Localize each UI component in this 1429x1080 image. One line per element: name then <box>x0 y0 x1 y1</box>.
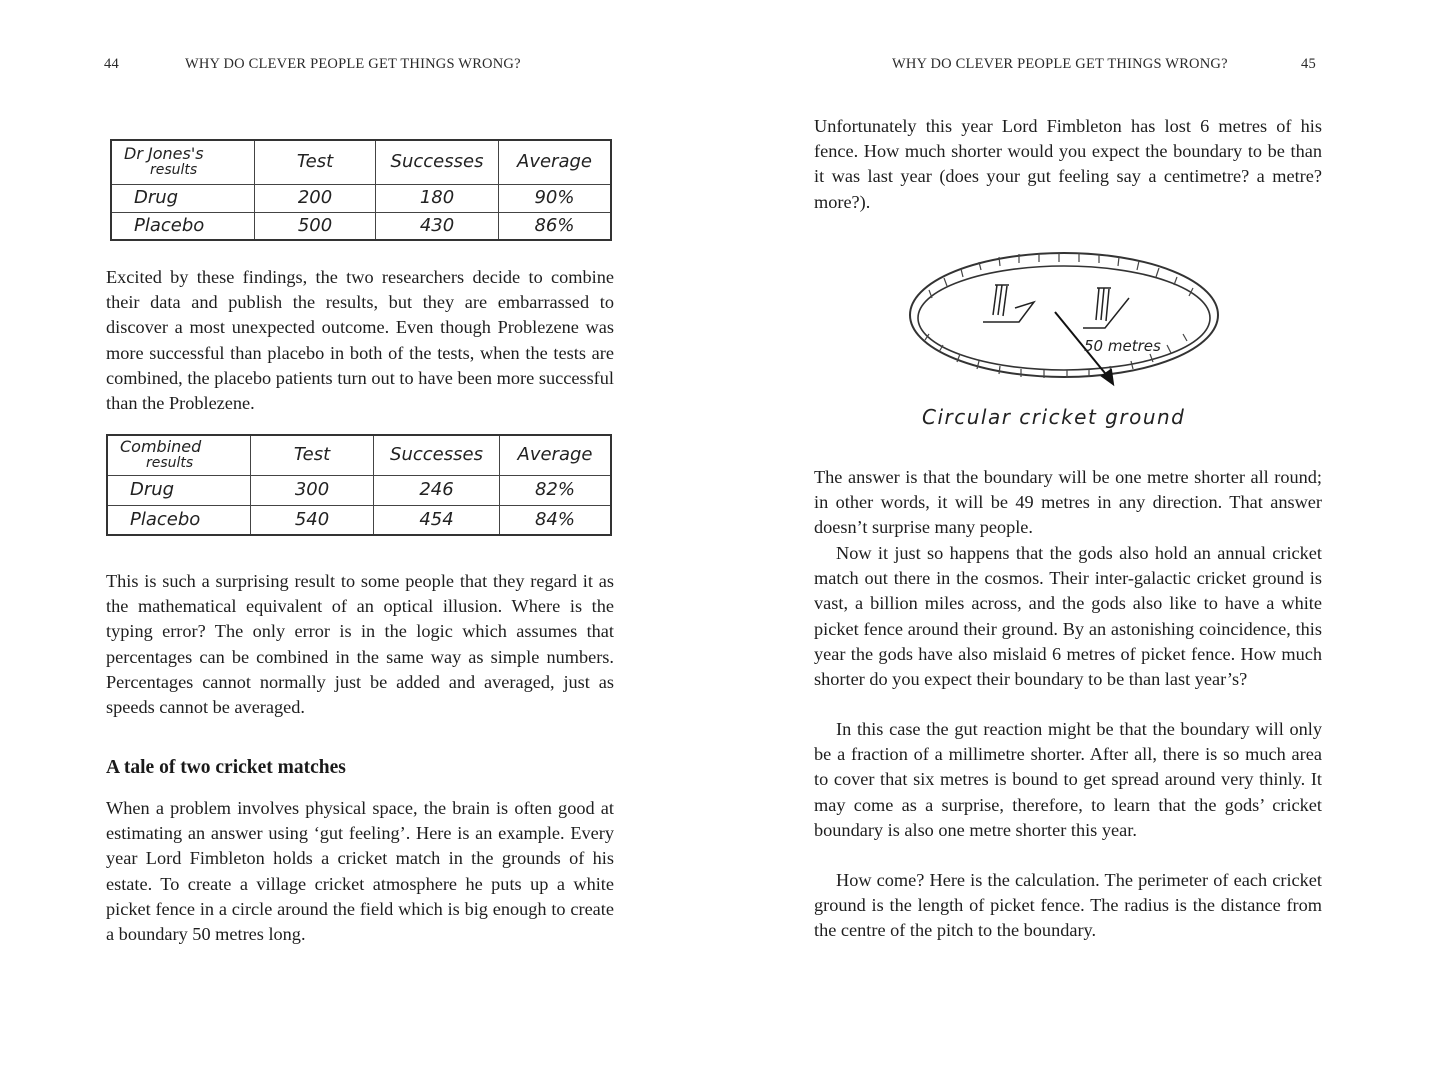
table-cell: 180 <box>376 184 499 212</box>
fence-inner-ring <box>918 266 1210 370</box>
row-label: Placebo <box>107 505 251 535</box>
stumps-right <box>1083 288 1129 328</box>
fence-outer-ring <box>910 253 1218 377</box>
page-number: 45 <box>1301 56 1316 72</box>
table-row <box>111 212 611 240</box>
left-page <box>0 0 714 1080</box>
row-label: Drug <box>111 184 255 212</box>
running-head: WHY DO CLEVER PEOPLE GET THINGS WRONG? <box>892 56 1228 72</box>
section-heading: A tale of two cricket matches <box>106 757 346 778</box>
body-paragraph: Excited by these findings, the two researchers decide to combine their data and publish the results, but they are embarrassed to discover a most unexpected outcome. Even though Problezene was more successful than placebo in both of the tests, when the tests are combined, the placebo patients turn out to have been more successful than the Problezene. <box>106 267 614 414</box>
body-paragraph: Now it just so happens that the gods also hold an annual cricket match out there in the cosmos. Their inter-galactic cricket ground is vast, a billion miles across, and the gods also like to have a white picket fence around their ground. By an astonishing coincidence, this year the gods have also mislaid 6 metres of picket fence. How much shorter do you expect their boundary to be than last year’s? <box>814 543 1322 690</box>
table-corner-label <box>107 435 251 475</box>
radius-label: 50 metres <box>1084 337 1161 355</box>
body-paragraph: How come? Here is the calculation. The perimeter of each cricket ground is the length of picket fence. The radius is the distance from the centre of the pitch to the boundary. <box>814 870 1322 941</box>
table-cell: 90% <box>499 184 612 212</box>
table-cell: 84% <box>500 505 612 535</box>
table-cell: 82% <box>500 475 612 505</box>
corner-line-1: Dr Jones's <box>124 144 204 164</box>
stumps-left <box>983 285 1034 322</box>
table-corner-label <box>111 140 255 184</box>
body-paragraph: This is such a surprising result to some people that they regard it as the mathematical equivalent of an optical illusion. Where is the typing error? The only error is in the logic which assumes that percentages can be combined in the same way as simple numbers. Percentages cannot normally just be added and averaged, just as speeds cannot be averaged. <box>106 571 614 718</box>
table-cell: 454 <box>374 505 500 535</box>
table-cell: 500 <box>255 212 376 240</box>
row-label: Placebo <box>111 212 255 240</box>
column-header: Successes <box>376 140 499 184</box>
body-paragraph: In this case the gut reaction might be that the boundary will only be a fraction of a millimetre shorter. After all, there is so much area to cover that six metres is bound to get spread around very thinly. It may come as a surprise, therefore, to learn that the gods’ cricket boundary is also one metre shorter this year. <box>814 719 1322 840</box>
combined-results-table <box>106 434 612 536</box>
column-header: Successes <box>374 435 500 475</box>
body-paragraph: When a problem involves physical space, the brain is often good at estimating an answer using ‘gut feeling’. Here is an example. Every year Lord Fimbleton holds a cricket match in the grounds of his estate. To create a village cricket atmosphere he puts up a white picket fence in a circle around the field which is big enough to create a boundary 50 metres long. <box>106 798 614 945</box>
column-header: Average <box>500 435 612 475</box>
body-paragraph: The answer is that the boundary will be one metre shorter all round; in other words, it will be 49 metres in any direction. That answer doesn’t surprise many people. <box>814 467 1322 538</box>
table-cell: 300 <box>251 475 374 505</box>
body-paragraph: Unfortunately this year Lord Fimbleton has lost 6 metres of his fence. How much shorter would you expect the boundary to be than it was last year (does your gut feeling say a centimetre? a metre? more?). <box>814 116 1322 212</box>
table-cell: 246 <box>374 475 500 505</box>
table-cell: 540 <box>251 505 374 535</box>
page-number: 44 <box>104 56 119 72</box>
table-row <box>107 505 611 535</box>
row-label: Drug <box>107 475 251 505</box>
figure-caption: Circular cricket ground <box>922 405 1186 429</box>
table-cell: 86% <box>499 212 612 240</box>
dr-jones-results-table <box>110 139 612 241</box>
corner-line-2: results <box>150 162 198 179</box>
cricket-ground-illustration <box>899 240 1229 390</box>
right-page <box>714 0 1429 1080</box>
column-header: Average <box>499 140 612 184</box>
column-header: Test <box>251 435 374 475</box>
running-head: WHY DO CLEVER PEOPLE GET THINGS WRONG? <box>185 56 521 72</box>
column-header: Test <box>255 140 376 184</box>
corner-line-2: results <box>146 455 194 472</box>
table-cell: 430 <box>376 212 499 240</box>
corner-line-1: Combined <box>120 437 202 457</box>
table-cell: 200 <box>255 184 376 212</box>
table-row <box>111 184 611 212</box>
table-row <box>107 475 611 505</box>
